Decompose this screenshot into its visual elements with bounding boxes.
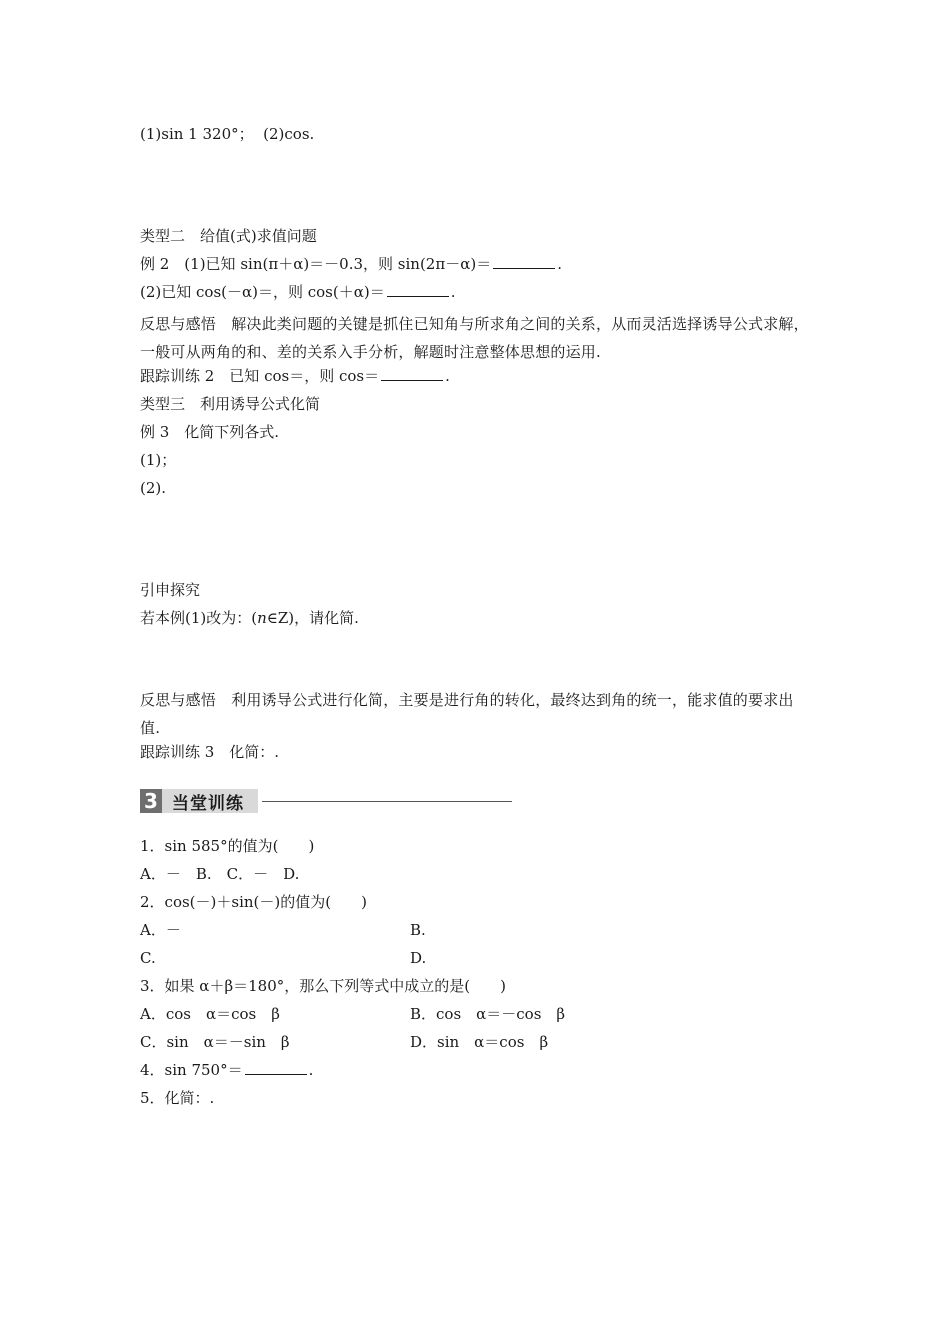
section-title: 当堂训练 [162, 789, 258, 813]
question-2-option-c: C. [140, 949, 156, 967]
question-2: 2．cos(－)＋sin(－)的值为( ) [140, 893, 367, 911]
extension-heading: 引申探究 [140, 581, 201, 599]
example2-part1-text: 例 2 (1)已知 sin(π＋α)＝－0.3，则 sin(2π－α)＝ [140, 255, 492, 273]
question-5: 5．化简：. [140, 1089, 215, 1107]
type2-heading: 类型二 给值(式)求值问题 [140, 227, 317, 245]
exercise-line-1: (1)sin 1 320°； (2)cos. [140, 125, 315, 143]
question-3-option-c: C．sin α＝－sin β [140, 1033, 290, 1051]
answer-blank [381, 366, 443, 381]
variable-n: n [257, 609, 267, 627]
reflection-1: 反思与感悟 解决此类问题的关键是抓住已知角与所求角之间的关系，从而灵活选择诱导公式求解，一般可从两角的和、差的关系入手分析，解题时注意整体思想的运用. [140, 315, 809, 361]
answer-blank [493, 254, 555, 269]
question-3: 3．如果 α＋β＝180°，那么下列等式中成立的是( ) [140, 977, 506, 995]
answer-blank [245, 1060, 307, 1075]
extension-body-pre: 若本例(1)改为：( [140, 609, 258, 627]
tracking-2-text: 跟踪训练 2 已知 cos＝，则 cos＝ [140, 367, 380, 385]
extension-body [140, 608, 359, 628]
extension-body-post: ∈Z)，请化简. [266, 609, 359, 627]
section-divider [262, 801, 512, 802]
section-number: 3 [140, 789, 162, 813]
example2-part2-text: (2)已知 cos(－α)＝，则 cos(＋α)＝ [140, 283, 385, 301]
question-3-option-b: B．cos α＝－cos β [410, 1005, 566, 1023]
example2-part2: (2)已知 cos(－α)＝，则 cos(＋α)＝ . [140, 283, 456, 301]
example3-part2: (2). [140, 479, 167, 497]
question-3-option-a: A．cos α＝cos β [140, 1005, 280, 1023]
question-1-options: A．－ B. C．－ D. [140, 865, 300, 883]
question-2-option-b: B. [410, 921, 426, 939]
tracking-exercise-3: 跟踪训练 3 化简：. [140, 743, 280, 761]
question-4: 4．sin 750°＝ . [140, 1061, 314, 1079]
question-4-text: 4．sin 750°＝ [140, 1061, 243, 1079]
example2-part1: 例 2 (1)已知 sin(π＋α)＝－0.3，则 sin(2π－α)＝ . [140, 255, 562, 273]
answer-blank [387, 282, 449, 297]
reflection-2: 反思与感悟 利用诱导公式进行化简，主要是进行角的转化，最终达到角的统一，能求值的要求出值. [140, 691, 794, 737]
example3-part1: (1)； [140, 451, 177, 469]
section-header [140, 789, 512, 813]
type3-heading: 类型三 利用诱导公式化简 [140, 395, 321, 413]
question-2-option-a: A．－ [140, 921, 181, 939]
question-3-option-d: D．sin α＝cos β [410, 1033, 549, 1051]
question-2-option-d: D. [410, 949, 427, 967]
question-1: 1．sin 585°的值为( ) [140, 837, 315, 855]
tracking-exercise-2: 跟踪训练 2 已知 cos＝，则 cos＝ . [140, 367, 450, 385]
example3-heading: 例 3 化简下列各式. [140, 423, 280, 441]
